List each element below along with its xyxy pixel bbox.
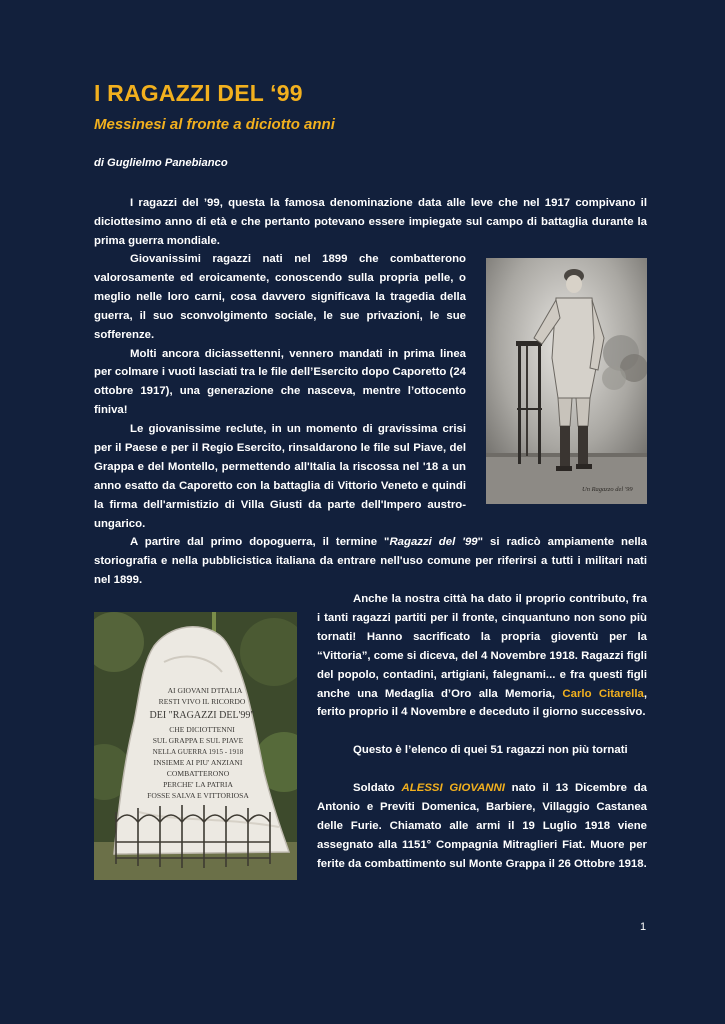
soldier-photo-image	[486, 258, 647, 504]
paragraph-2: Giovanissimi ragazzi nati nel 1899 che combatterono valorosamente ed eroicamente, conoscendo sulla propria pelle, o meglio nelle loro carni, cosa davvero significava la tragedia della guerra, il suo sconvolgimento sociale, le sue privazioni, le sue sofferenze.	[94, 253, 466, 341]
inscription-line: SUL GRAPPA E SUL PIAVE	[152, 736, 244, 745]
wrapped-block	[94, 250, 466, 534]
inscription-line: AI GIOVANI D'ITALIA	[167, 686, 243, 695]
paragraph-8	[317, 779, 647, 874]
paragraph-5-end: " si radicò ampiamente nella storiografia e nella pubblicistica italiana da entrare nell'uso comune per riferirsi a tutti i militari nati nel 1899.	[94, 536, 647, 586]
monument-photo	[94, 612, 297, 880]
paragraph-8-end: nato il 13 Dicembre da Antonio e Previti Domenica, Barbiere, Villaggio Castanea delle Furie. Chiamato alle armi il 19 Luglio 1918 viene assegnato alla 1151° Compagnia Mitraglieri Fiat. Muore per ferite da combattimento sul Monte Grappa il 26 Ottobre 1918.	[317, 782, 647, 870]
paragraph-3: Molti ancora diciassettenni, vennero mandati in prima linea per colmare i vuoti lasciati tra le file dell’Esercito dopo Caporetto (24 ottobre 1917), una generazione che nasceva, mentre l’ottocento finiva!	[94, 347, 466, 417]
inscription-line: COMBATTERONO	[166, 769, 230, 778]
paragraph-1: I ragazzi del ’99, questa la famosa denominazione data alle leve che nel 1917 compivano il diciottesimo anno di età e che pertanto potevano essere impiegate sul campo di battaglia durante la prima guerra mondiale.	[94, 197, 647, 247]
inscription-line: CHE DICIOTTENNI	[169, 725, 235, 734]
paragraph-5	[94, 533, 647, 590]
inscription-line: RESTI VIVO IL RICORDO	[158, 697, 246, 706]
intro-block	[94, 194, 647, 251]
paragraph-5-start: A partire dal primo dopoguerra, il termine "	[130, 536, 390, 548]
paragraph-6	[317, 590, 647, 722]
inscription-line: FOSSE SALVA E VITTORIOSA	[147, 791, 249, 800]
page-title: I RAGAZZI DEL ‘99	[94, 80, 303, 106]
alessi-giovanni-name: ALESSI GIOVANNI	[401, 782, 505, 795]
inscription-line: NELLA GUERRA 1915 - 1918	[152, 748, 244, 756]
paragraph-4: Le giovanissime reclute, in un momento di gravissima crisi per il Paese e per il Regio Esercito, rinsaldarono le file sul Piave, del Grappa e del Montello, permettendo all'Italia la riscossa nel '18 a un anno esatto da Caporetto con la battaglia di Vittorio Veneto e quindi la firma dell'armistizio di Villa Giusti da parte dell'Impero austro-ungarico.	[94, 423, 466, 530]
soldier-photo	[486, 258, 647, 504]
page-subtitle: Messinesi al fronte a diciotto anni	[94, 116, 335, 133]
carlo-citarella-name: Carlo Citarella	[562, 687, 644, 700]
right-column-block	[317, 590, 647, 874]
paragraph-7: Questo è l’elenco di quei 51 ragazzi non più tornati	[353, 744, 628, 757]
inscription-line: PERCHE' LA PATRIA	[163, 780, 233, 789]
byline: di Guglielmo Panebianco	[94, 157, 228, 169]
page-number: 1	[640, 921, 647, 933]
ragazzi-del-99-term: Ragazzi del '99	[389, 536, 478, 548]
paragraph-8-start: Soldato	[353, 782, 402, 795]
full-width-block	[94, 533, 647, 590]
paragraph-6-start: Anche la nostra città ha dato il proprio contributo, fra i tanti ragazzi partiti per il fronte, cinquantuno non sono più tornati! Hanno sacrificato la propria gioventù per la “Vittoria”, come si diceva, del 4 Novembre 1918. Ragazzi figli del popolo, contadini, artigiani, falegnami... e fra questi figli anche una Medaglia d’Oro alla Memoria,	[317, 593, 647, 700]
photo-caption: Un Ragazzo del '99	[582, 486, 633, 493]
paragraph-6-end: , ferito proprio il 4 Novembre e deceduto il giorno successivo.	[317, 687, 647, 719]
inscription-line: INSIEME AI PIU' ANZIANI	[153, 758, 243, 767]
inscription-line: DEI "RAGAZZI DEL'99"	[149, 710, 255, 721]
monument-photo-image	[94, 612, 297, 880]
